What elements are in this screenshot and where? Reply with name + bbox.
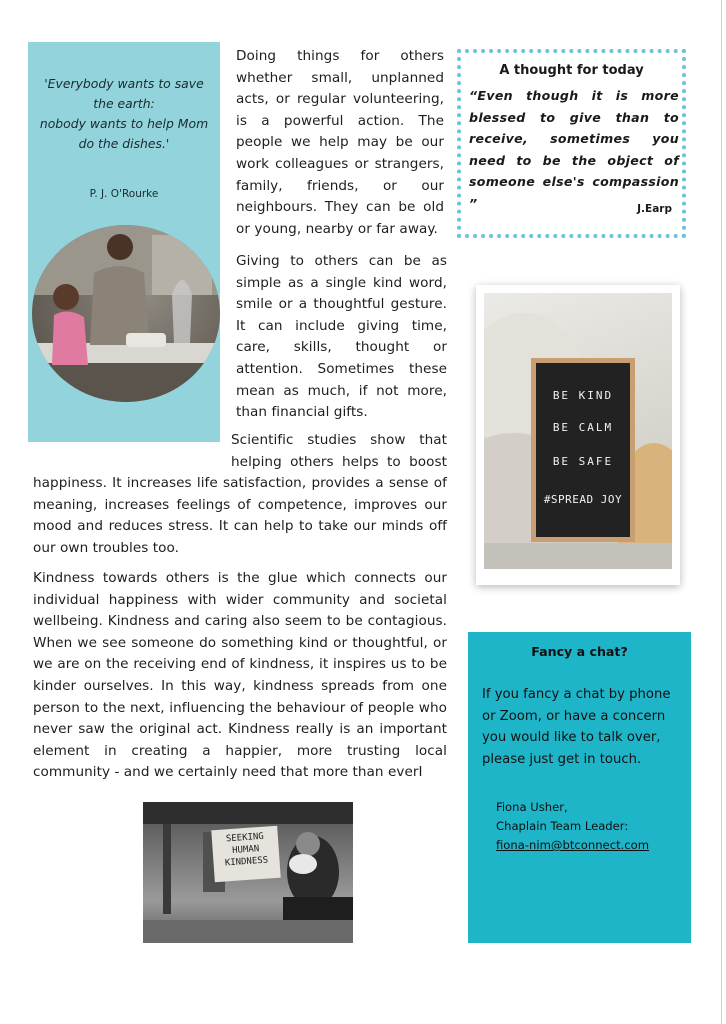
letter-board [531, 358, 635, 542]
street-kindness-photo [143, 802, 353, 943]
quote-text [34, 74, 214, 154]
quote-line: the earth: [93, 96, 155, 111]
quote-author: P. J. O'Rourke [89, 188, 159, 200]
thought-quote: “Even though it is more blessed to give than to receive, sometimes you need to be the object of someone else's compassion ” [469, 88, 679, 211]
father-daughter-illustration [32, 225, 220, 402]
thought-title: A thought for today [499, 63, 644, 78]
letter-board-surface [536, 363, 630, 537]
kindness-sign [211, 826, 280, 882]
article-paragraph: Kindness towards others is the glue which connects our individual happiness with wider community and societal wellbeing. Kindness and caring also seem to be contagious. When we see someone do something kind or thoughtful, or we are on the receiving end of kindness, it inspires us to be kinder ourselves. In this way, kindness spreads from one person to the next, influencing the behaviour of people who never saw the original act. Kindness really is an important element in creating a happier, more trusting local community - and we certainly need that more than everI [33, 570, 447, 781]
contact-email-link[interactable]: fiona-nim@btconnect.com [496, 838, 650, 852]
father-daughter-photo [32, 225, 220, 402]
board-line: BE CALM [552, 421, 614, 434]
article-paragraph-text: Scientific studies show that helping others helps to boost happiness. It increases life satisfaction, provides a sense of meaning, increases feelings of competence, improves our mood and reduces stress. It can help to take our minds off our own troubles too. [33, 432, 447, 556]
sign-line: HUMAN [231, 844, 260, 856]
chat-box [468, 632, 691, 943]
thought-author: J.Earp [637, 203, 672, 215]
article-paragraph: Doing things for others whether small, unplanned acts, or regular volunteering, is a powerful action. The people we help may be our work colleagues or strangers, family, friends, or our neighbours. They can be old or young, nearby or far away. [236, 48, 444, 237]
sign-line: SEEKING [225, 831, 265, 845]
board-line: BE KIND [552, 389, 614, 402]
chat-signature [496, 798, 686, 855]
thought-box [457, 49, 686, 238]
quote-line: do the dishes.' [78, 136, 170, 151]
letter-board-photo [476, 285, 680, 585]
board-line: BE SAFE [552, 455, 614, 468]
letter-board-scene [484, 293, 672, 569]
page-edge [721, 0, 722, 1024]
article-paragraph: Giving to others can be as simple as a single kind word, smile or a thoughtful gesture. It can include giving time, care, skills, thought or attention. Sometimes these mean as much, if not more, than financial gifts. [236, 253, 447, 421]
quote-line: nobody wants to help Mom [39, 116, 209, 131]
board-line: #SPREAD JOY [543, 493, 623, 506]
quote-line: 'Everybody wants to save [44, 76, 204, 91]
contact-role: Chaplain Team Leader: [496, 819, 629, 833]
article-paragraph [33, 430, 447, 560]
sign-line: KINDNESS [224, 855, 269, 869]
chat-text: If you fancy a chat by phone or Zoom, or have a concern you would like to talk over, please just get in touch. [482, 687, 671, 767]
contact-name: Fiona Usher, [496, 800, 568, 814]
chat-title: Fancy a chat? [531, 644, 628, 659]
